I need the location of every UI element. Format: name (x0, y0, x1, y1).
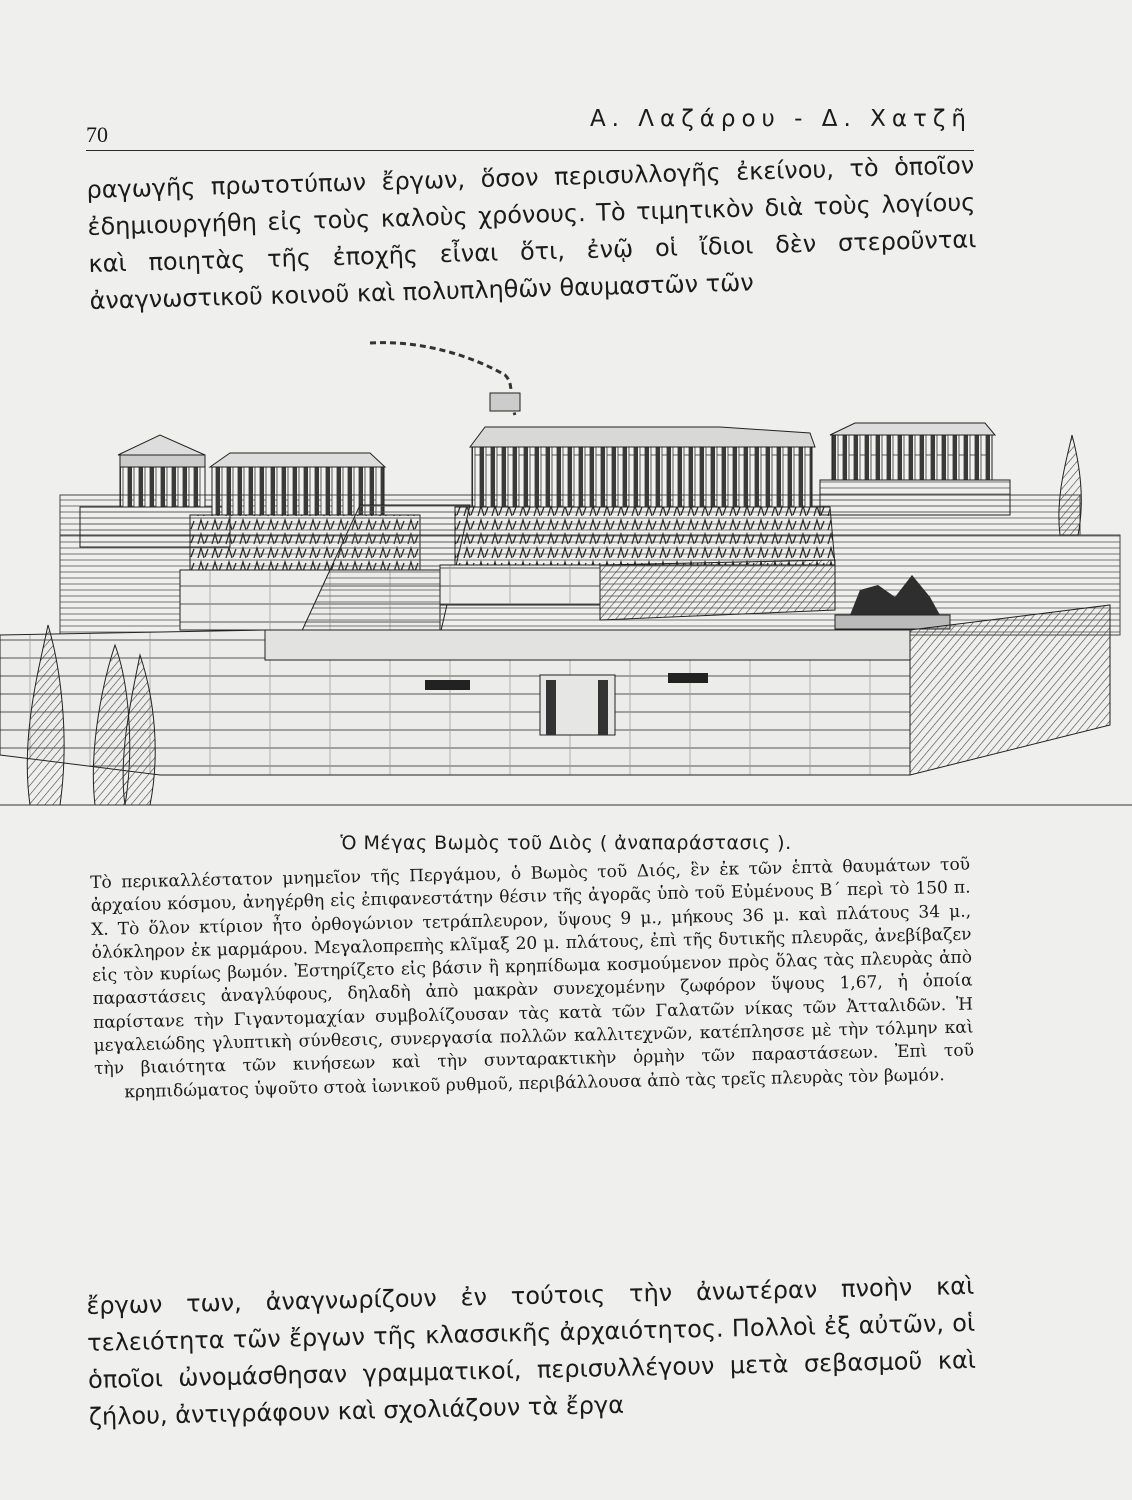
page-number: 70 (86, 122, 108, 147)
page-header (86, 100, 974, 151)
right-temple (820, 423, 1010, 515)
great-altar-illustration (0, 335, 1132, 827)
body-paragraph-bottom: ἔργων των, ἀναγνωρίζουν ἐν τούτοις τὴν ἀνωτέραν πνοὴν καὶ τελειότητα τῶν ἔργων τῆς κλασσικῆς ἀρχαιότητος. Πολλοὶ ἐξ αὐτῶν, οἱ ὁποῖοι ὠνομάσθησαν γραμματικοί, περισυλλέγουν μετὰ σεβασμοῦ καὶ ζήλου, ἀντιγράφουν καὶ σχολιάζουν τὰ ἔργα (86, 1271, 977, 1431)
figure-caption: Ὁ Μέγας Βωμὸς τοῦ Διὸς ( ἀναπαράστασις ). (340, 832, 792, 854)
body-paragraph-top: ραγωγῆς πρωτοτύπων ἔργων, ὅσον περισυλλογῆς ἐκείνου, τὸ ὁποῖον ἐδημιουργήθη εἰς τοὺς καλοὺς χρόνους. Τὸ τιμητικὸν διὰ τοὺς λογίους καὶ ποιητὰς τῆς ἐποχῆς εἶναι ὅτι, ἐνῷ οἱ ἴδιοι δὲν στεροῦνται ἀναγνωστικοῦ κοινοῦ καὶ πολυπληθῶν θαυμαστῶν τῶν (86, 151, 977, 315)
figure-description: Τὸ περικαλλέστατον μνημεῖον τῆς Περγάμου, ὁ Βωμὸς τοῦ Διός, ἓν ἐκ τῶν ἑπτὰ θαυμάτων τοῦ ἀρχαίου κόσμου, ἀνηγέρθη εἰς ἐπιφανεστάτην θέσιν τῆς ἀγορᾶς ὑπὸ τοῦ Εὐμένους Β΄ περὶ τὸ 150 π. Χ. Τὸ ὅλον κτίριον ἦτο ὀρθογώνιον τετράπλευρον, ὕψους 9 μ., μήκους 36 μ. καὶ πλάτους 34 μ., ὁλόκληρον ἐκ μαρμάρου. Μεγαλοπρεπὴς κλῖμαξ 20 μ. πλάτους, ἐπὶ τῆς δυτικῆς πλευρᾶς, ἀνεβίβαζεν εἰς τὸν κυρίως βωμόν. Ἐστηρίζετο εἰς βάσιν ἢ κρηπίδωμα κοσμούμενον πρὸς ὅλας τὰς πλευρὰς ἀπὸ παραστάσεις ἀναγλύφους, δηλαδὴ ἀπὸ μακρὰν συνεχομένην ζωφόρον ὕψους 1,67, ἡ ὁποία παρίστανε τὴν Γιγαντομαχίαν συμβολίζουσαν τὰς κατὰ τῶν Γαλατῶν νίκας τῶν Ἀτταλιδῶν. Ἡ μεγαλειώδης γλυπτικὴ σύνθεσις, συνεργασία πολλῶν καλλιτεχνῶν, κατέπλησσε μὲ τὴν τόλμην καὶ τὴν βιαιότητα τῶν κινήσεων καὶ τὴν συνταρακτικὴν ὁρμὴν τῶν παραστάσεων. Ἐπὶ τοῦ κρηπιδώματος ὑψοῦτο στοὰ ἰωνικοῦ ρυθμοῦ, περιβάλλουσα ἀπὸ τὰς τρεῖς πλευρὰς τὸν βωμόν. (90, 854, 975, 1102)
running-head: Α. Λαζάρου - Δ. Χατζῆ (589, 106, 972, 132)
